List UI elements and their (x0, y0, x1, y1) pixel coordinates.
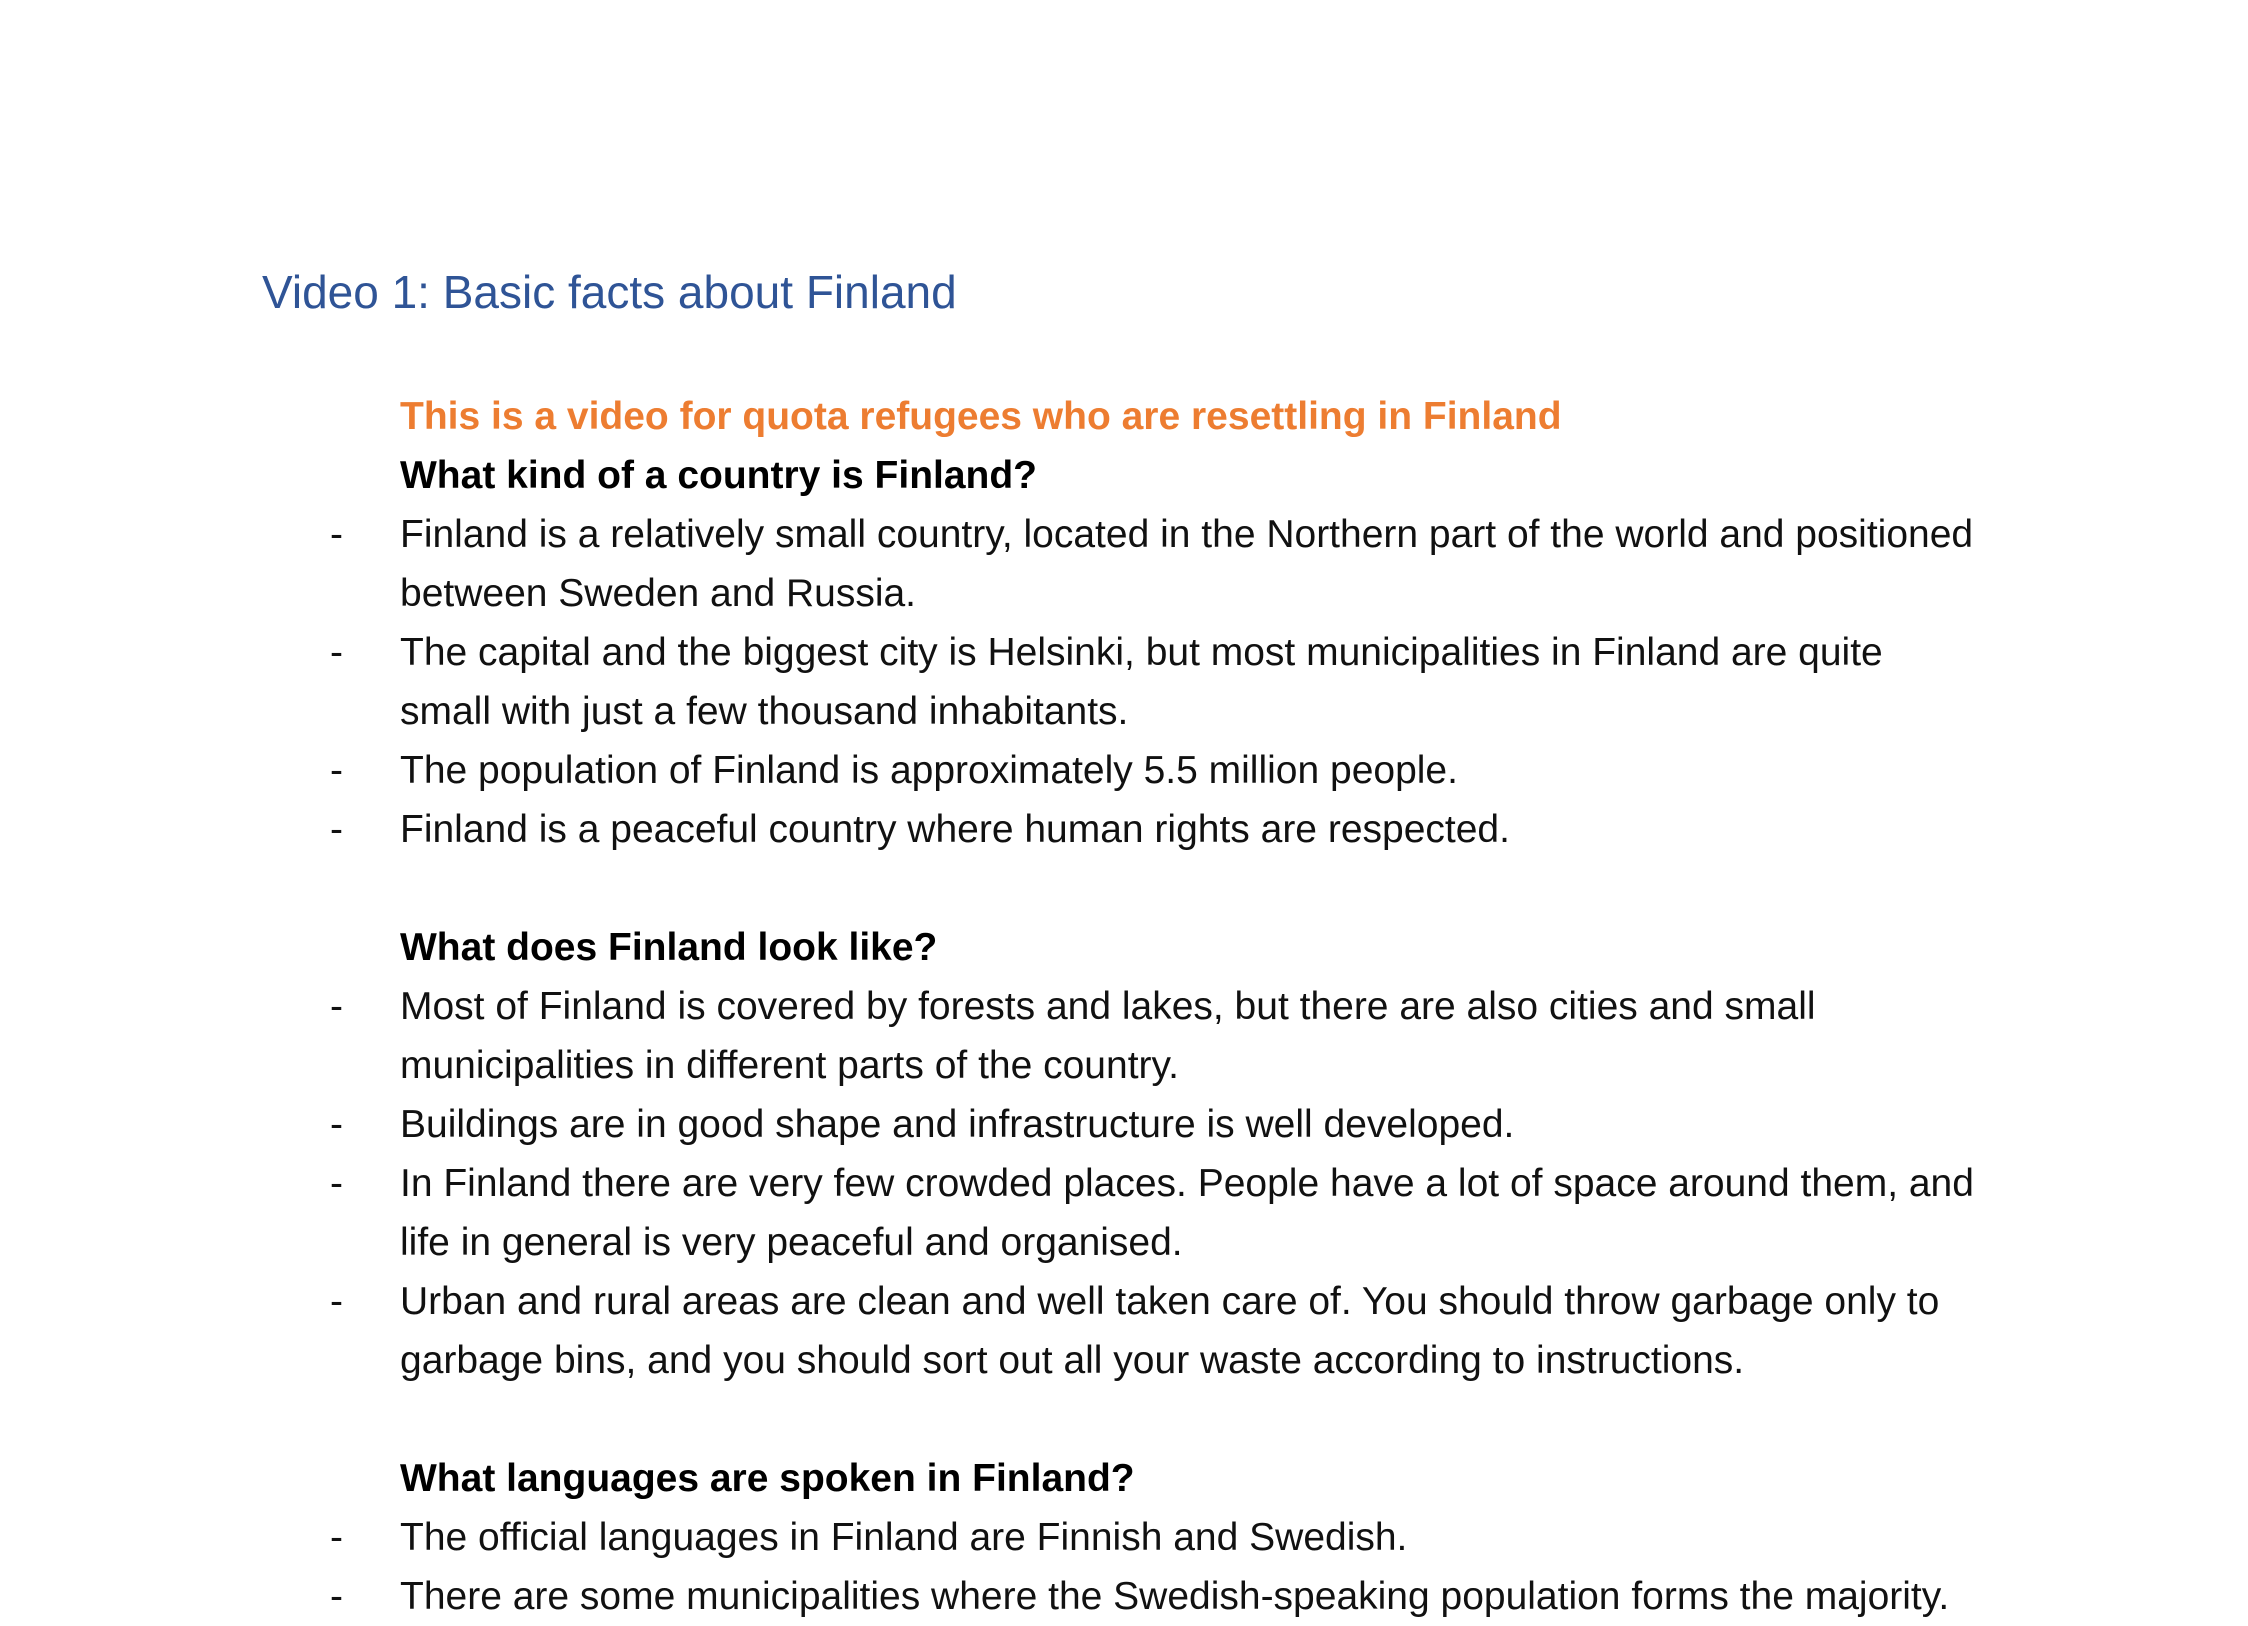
bullet-marker: - (330, 1162, 343, 1205)
document-content (0, 446, 2248, 1626)
bullet-marker: - (330, 749, 343, 792)
bullet-marker: - (330, 1103, 343, 1146)
bullet-list (0, 505, 2248, 859)
paragraph-spacer (0, 859, 2248, 918)
list-item (0, 1154, 1980, 1272)
bullet-list (0, 1508, 2248, 1626)
section-heading: What languages are spoken in Finland? (400, 1457, 1135, 1500)
list-item-text: Finland is a peaceful country where human rights are respected. (400, 808, 1510, 851)
list-item-text: Buildings are in good shape and infrastructure is well developed. (400, 1103, 1515, 1146)
list-item-text: Most of Finland is covered by forests and lakes, but there are also cities and small municipalities in different parts of the country. (400, 985, 1816, 1087)
list-item-text: Finland is a relatively small country, located in the Northern part of the world and positioned between Sweden and Russia. (400, 513, 1974, 615)
list-item (0, 741, 1980, 800)
bullet-marker: - (330, 808, 343, 851)
list-item (0, 505, 1980, 623)
list-item (0, 800, 1980, 859)
list-item (0, 1272, 1980, 1390)
list-item-text: Urban and rural areas are clean and well taken care of. You should throw garbage only to garbage bins, and you should sort out all your waste according to instructions. (400, 1280, 1940, 1382)
list-item-text: The official languages in Finland are Finnish and Swedish. (400, 1516, 1408, 1559)
list-item (0, 1095, 1980, 1154)
bullet-marker: - (330, 1280, 343, 1323)
section-country (0, 446, 2248, 859)
list-item-text: The population of Finland is approximately 5.5 million people. (400, 749, 1458, 792)
document-subtitle: This is a video for quota refugees who are resettling in Finland (400, 395, 1562, 438)
section-heading: What kind of a country is Finland? (400, 454, 1038, 497)
bullet-marker: - (330, 985, 343, 1028)
list-item-text: The capital and the biggest city is Helsinki, but most municipalities in Finland are quite small with just a few thousand inhabitants. (400, 631, 1883, 733)
list-item (0, 977, 1980, 1095)
list-item (0, 1567, 1980, 1626)
paragraph-spacer (0, 1390, 2248, 1449)
bullet-marker: - (330, 513, 343, 556)
bullet-marker: - (330, 1575, 343, 1618)
bullet-marker: - (330, 1516, 343, 1559)
list-item (0, 1508, 1980, 1567)
list-item (0, 623, 1980, 741)
section-languages (0, 1449, 2248, 1626)
bullet-list (0, 977, 2248, 1390)
list-item-text: In Finland there are very few crowded places. People have a lot of space around them, and life in general is very peaceful and organised. (400, 1162, 1974, 1264)
document-title: Video 1: Basic facts about Finland (262, 266, 957, 318)
section-heading: What does Finland look like? (400, 926, 938, 969)
list-item-text: There are some municipalities where the Swedish-speaking population forms the majority. (400, 1575, 1950, 1618)
bullet-marker: - (330, 631, 343, 674)
section-landscape (0, 918, 2248, 1390)
